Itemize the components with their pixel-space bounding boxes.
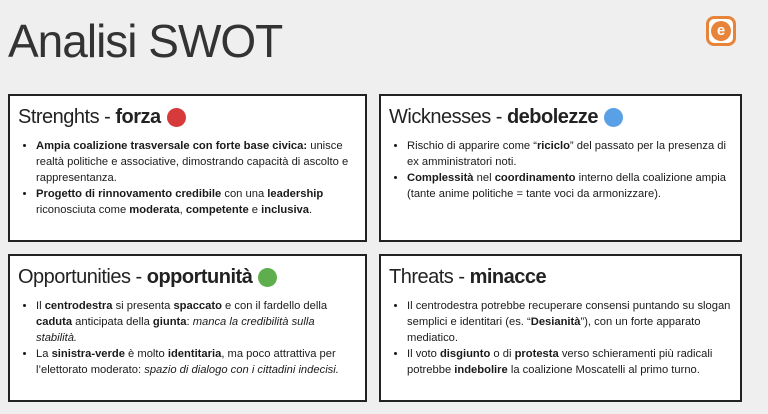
- weaknesses-card: [379, 94, 742, 242]
- list-item: • Il voto disgiunto o di protesta verso schieramenti più radicali potrebbe indebolire la coalizione Moscatelli al primo turno.: [407, 346, 732, 378]
- opportunities-header: [18, 262, 357, 292]
- threats-card: [379, 254, 742, 402]
- list-item: • La sinistra-verde è molto identitaria, ma poco attrattiva per l’elettorato moderato: spazio di dialogo con i cittadini indecisi.: [36, 346, 357, 378]
- list-item: • Progetto di rinnovamento credibile con una leadership riconosciuta come moderata, competente e inclusiva.: [36, 186, 357, 218]
- opportunities-title: Opportunities - opportunità: [18, 265, 253, 288]
- threats-header: [389, 262, 732, 292]
- weaknesses-list: [389, 138, 732, 202]
- red-dot-icon: [167, 108, 186, 127]
- list-item: • Rischio di apparire come “riciclo” del passato per la presenza di ex amministratori noti.: [407, 138, 732, 170]
- strengths-list: [18, 138, 357, 218]
- weaknesses-header: [389, 102, 732, 132]
- threats-list: [389, 298, 732, 378]
- list-item: • Ampia coalizione trasversale con forte base civica: unisce realtà politiche e associative, dimostrando capacità di ascolto e rappresentanza.: [36, 138, 357, 186]
- strengths-header: [18, 102, 357, 132]
- strengths-card: [8, 94, 367, 242]
- threats-title: Threats - minacce: [389, 265, 547, 288]
- logo-icon: [706, 16, 736, 46]
- opportunities-list: [18, 298, 357, 378]
- logo-letter: e: [711, 21, 731, 41]
- list-item: • Complessità nel coordinamento interno della coalizione ampia (tante anime politiche = tante voci da armonizzare).: [407, 170, 732, 202]
- strengths-title: Strenghts - forza: [18, 105, 161, 128]
- blue-dot-icon: [604, 108, 623, 127]
- weaknesses-title: Wicknesses - debolezze: [389, 105, 599, 128]
- list-item: • Il centrodestra si presenta spaccato e con il fardello della caduta anticipata della giunta: manca la credibilità sulla stabilità.: [36, 298, 357, 346]
- opportunities-card: [8, 254, 367, 402]
- green-dot-icon: [258, 268, 277, 287]
- list-item: • Il centrodestra potrebbe recuperare consensi puntando su slogan semplici e identitari (es. “Desianità”), con un forte apparato mediatico.: [407, 298, 732, 346]
- page-title: Analisi SWOT: [8, 15, 283, 67]
